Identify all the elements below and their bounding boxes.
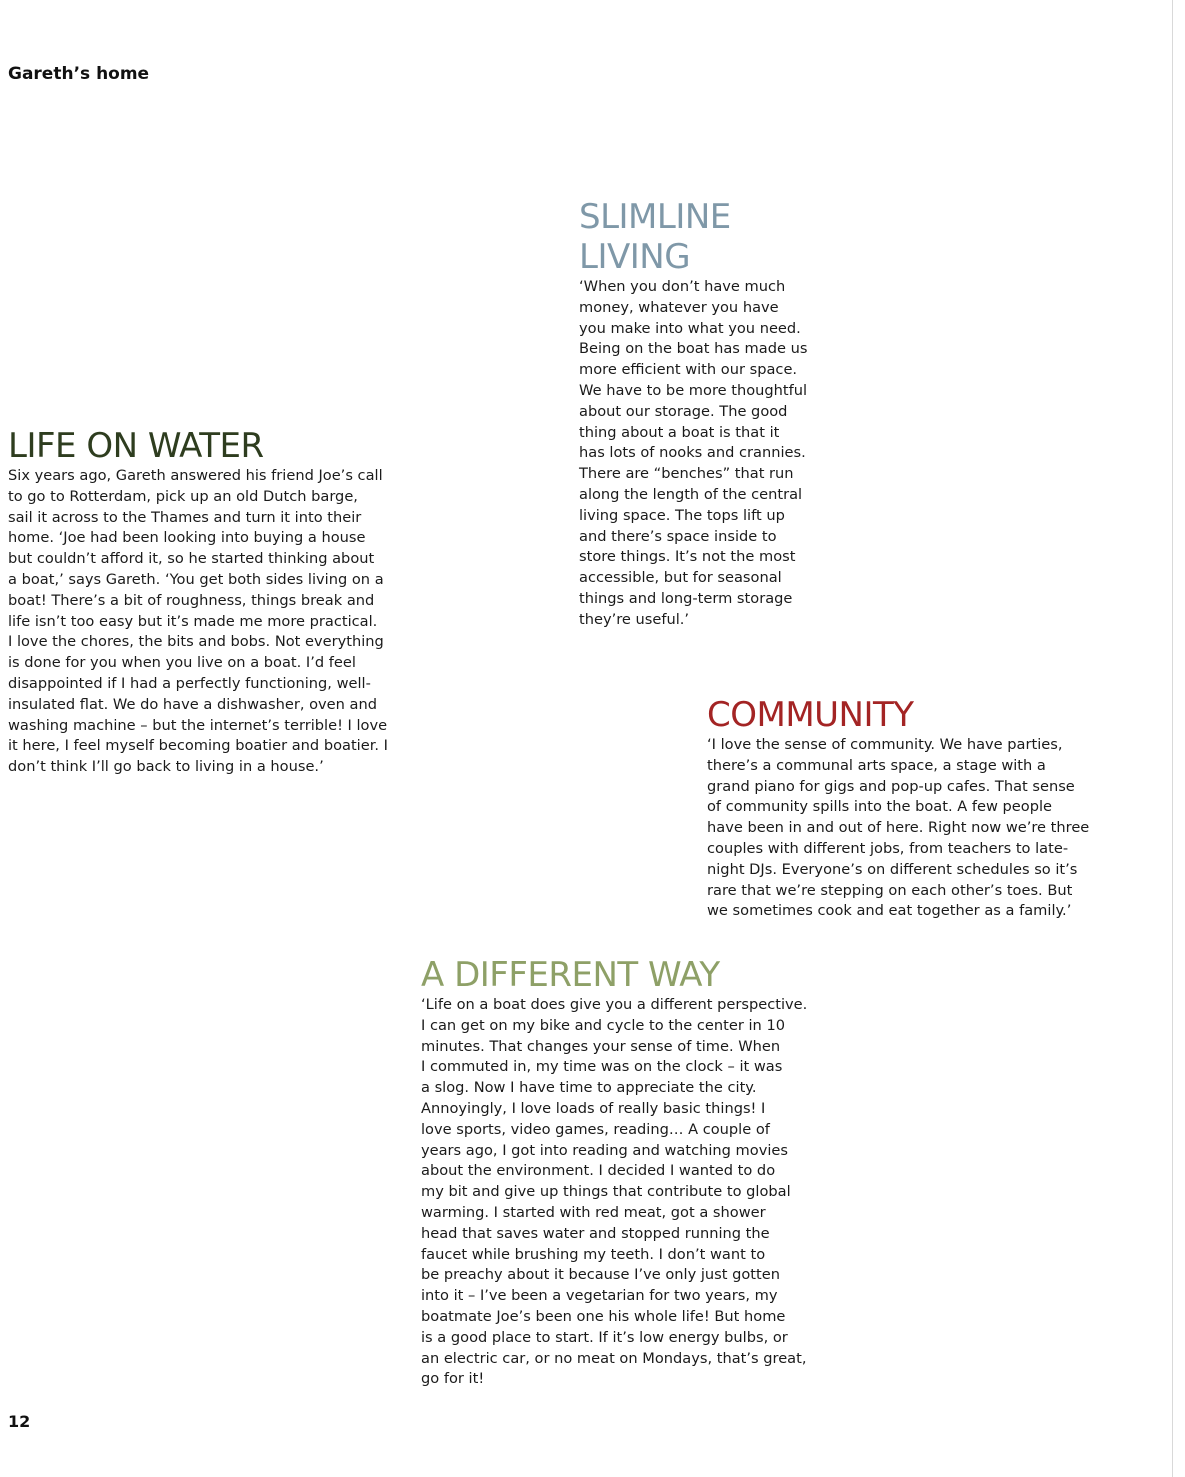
section-body: Six years ago, Gareth answered his friend Joe’s call to go to Rotterdam, pick up an old Dutch barge, sail it across to the Thames and turn it into their home. ‘Joe had been looking into buying a house but couldn’t afford it, so he started thinking about a boat,’ says Gareth. ‘You get both sides living on a boat! There’s a bit of roughness, things break and life isn’t too easy but it’s made me more practical. I love the chores, the bits and bobs. Not everything is done for you when you live on a boat. I’d feel disappointed if I had a perfectly functioning, well- insulated flat. We do have a dishwasher, oven and washing machine – but the internet’s terrible! I love it here, I feel myself becoming boatier and boatier. I don’t think I’ll go back to living in a house.’ (8, 467, 388, 776)
heading-line-1: SLIMLINE (579, 197, 731, 237)
section-heading (579, 197, 859, 277)
running-title: Gareth’s home (8, 64, 150, 84)
section-slimline-living (579, 197, 859, 631)
section-community (707, 695, 1137, 922)
section-body: ‘Life on a boat does give you a different perspective. I can get on my bike and cycle to the center in 10 minutes. That changes your sense of time. When I commuted in, my time was on the clock – it was a slog. Now I have time to appreciate the city. Annoyingly, I love loads of really basic things! I love sports, video games, reading… A couple of years ago, I got into reading and watching movies about the environment. I decided I wanted to do my bit and give up things that contribute to global warming. I started with red meat, got a shower head that saves water and stopped running the faucet while brushing my teeth. I don’t want to be preachy about it because I’ve only just gotten into it – I’ve been a vegetarian for two years, my boatmate Joe’s been one his whole life! But home is a good place to start. If it’s low energy bulbs, or an electric car, or no meat on Mondays, that’s great, go for it! (421, 996, 808, 1388)
heading-line-2: LIVING (579, 237, 691, 277)
section-life-on-water (8, 426, 438, 778)
page-edge-rule (1172, 0, 1173, 1477)
section-heading: LIFE ON WATER (8, 426, 264, 466)
page-number: 12 (8, 1412, 31, 1431)
section-heading: COMMUNITY (707, 695, 914, 735)
section-different-way (421, 955, 851, 1390)
section-body: ‘I love the sense of community. We have parties, there’s a communal arts space, a stage with a grand piano for gigs and pop-up cafes. That sense of community spills into the boat. A few people have been in and out of here. Right now we’re three couples with different jobs, from teachers to late- night DJs. Everyone’s on different schedules so it’s rare that we’re stepping on each other’s toes. But we sometimes cook and eat together as a family.’ (707, 736, 1090, 920)
section-heading: A DIFFERENT WAY (421, 955, 720, 995)
section-body: ‘When you don’t have much money, whatever you have you make into what you need. Being on the boat has made us more efficient with our space. We have to be more thoughtful about our storage. The good thing about a boat is that it has lots of nooks and crannies. There are “benches” that run along the length of the central living space. The tops lift up and there’s space inside to store things. It’s not the most accessible, but for seasonal things and long-term storage they’re useful.’ (579, 278, 808, 628)
